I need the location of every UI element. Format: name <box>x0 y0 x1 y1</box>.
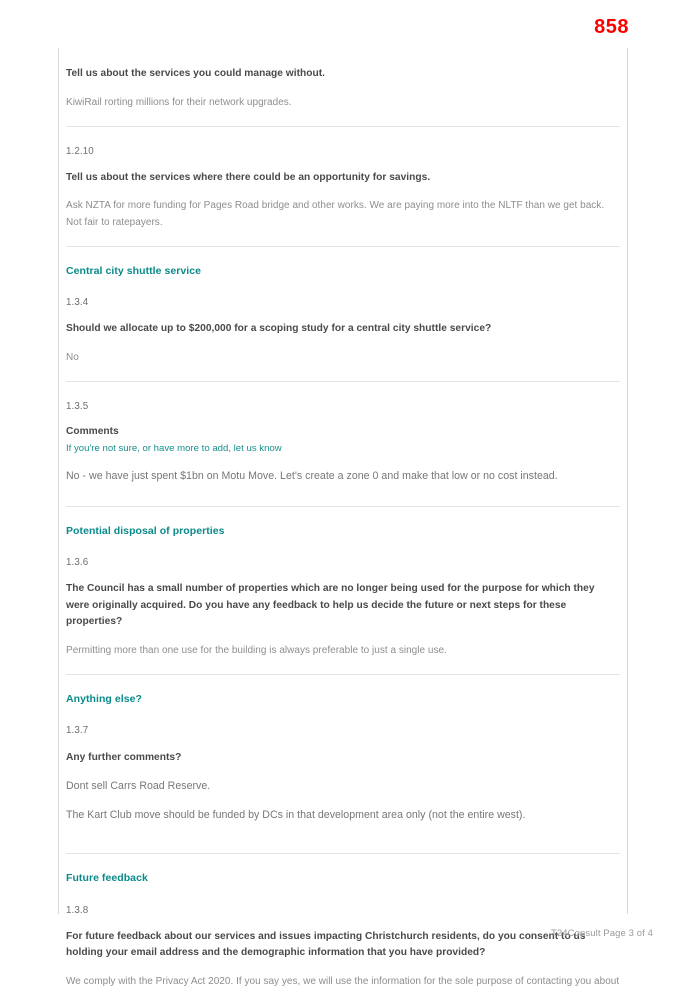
question-text: For future feedback about our services and issues impacting Christchurch residents, do you consent to us holding your email address and the demographic information that you have provided? <box>66 930 586 959</box>
question-number: 1.3.5 <box>66 400 89 412</box>
section-divider <box>66 381 620 382</box>
question-number: 1.3.4 <box>66 296 89 308</box>
response-block-services-manage-without <box>66 48 620 127</box>
section-divider <box>66 246 620 247</box>
section-divider <box>66 674 620 675</box>
question-number: 1.3.7 <box>66 725 89 737</box>
answer-text: Ask NZTA for more funding for Pages Road bridge and other works. We are paying more into the NLTF than we get back. Not fair to ratepayers. <box>66 200 605 228</box>
section-heading-central-city-shuttle: Central city shuttle service <box>66 264 202 277</box>
question-text: Tell us about the services where there could be an opportunity for savings. <box>66 171 431 183</box>
comments-hint-text: If you're not sure, or have more to add, let us know <box>66 443 282 455</box>
comments-label: Comments <box>66 426 119 438</box>
page-footer: T24Consult Page 3 of 4 <box>550 928 653 939</box>
response-block-savings-opportunity <box>66 145 620 247</box>
block-bottom-spacer <box>66 231 620 237</box>
question-text: Tell us about the services you could manage without. <box>66 68 325 79</box>
answer-text: Permitting more than one use for the building is always preferable to just a single use. <box>66 644 447 656</box>
answer-text-truncated: We comply with the Privacy Act 2020. If you say yes, we will use the information for the sole purpose of contacting you about <box>66 975 620 987</box>
page-stamp-number: 858 <box>594 16 629 38</box>
section-divider <box>66 853 620 854</box>
section-divider <box>66 506 620 507</box>
question-number: 1.2.10 <box>66 145 94 157</box>
question-number: 1.3.6 <box>66 557 89 569</box>
response-block-further-comments <box>66 724 620 854</box>
section-heading-future-feedback: Future feedback <box>66 872 148 885</box>
response-block-shuttle-comments <box>66 400 620 507</box>
response-block-future-feedback-consent <box>66 904 620 990</box>
answer-text: KiwiRail rorting millions for their network upgrades. <box>66 96 292 108</box>
section-heading-anything-else: Anything else? <box>66 693 142 706</box>
answer-text-first: Dont sell Carrs Road Reserve. <box>66 780 211 793</box>
section-divider <box>66 126 620 127</box>
answer-text: No <box>66 351 79 363</box>
top-spacer <box>66 48 620 54</box>
answer-text-second: The Kart Club move should be funded by DCs in that development area only (not the entire west). <box>66 809 526 822</box>
response-block-property-disposal <box>66 556 620 675</box>
answer-text: No - we have just spent $1bn on Motu Move. Let's create a zone 0 and make that low or no cost instead. <box>66 469 558 482</box>
question-text: The Council has a small number of properties which are no longer being used for the purpose for which they were originally acquired. Do you have any feedback to help us decide the future or next steps for these properties? <box>66 583 595 628</box>
response-block-shuttle-scoping-study <box>66 296 620 382</box>
block-bottom-spacer <box>66 111 620 117</box>
block-bottom-spacer <box>66 824 620 844</box>
section-heading-potential-disposal: Potential disposal of properties <box>66 524 225 537</box>
question-text: Any further comments? <box>66 751 182 763</box>
block-bottom-spacer <box>66 659 620 665</box>
block-bottom-spacer <box>66 485 620 497</box>
block-bottom-spacer <box>66 366 620 372</box>
question-number: 1.3.8 <box>66 904 89 916</box>
question-text: Should we allocate up to $200,000 for a scoping study for a central city shuttle service? <box>66 323 492 335</box>
